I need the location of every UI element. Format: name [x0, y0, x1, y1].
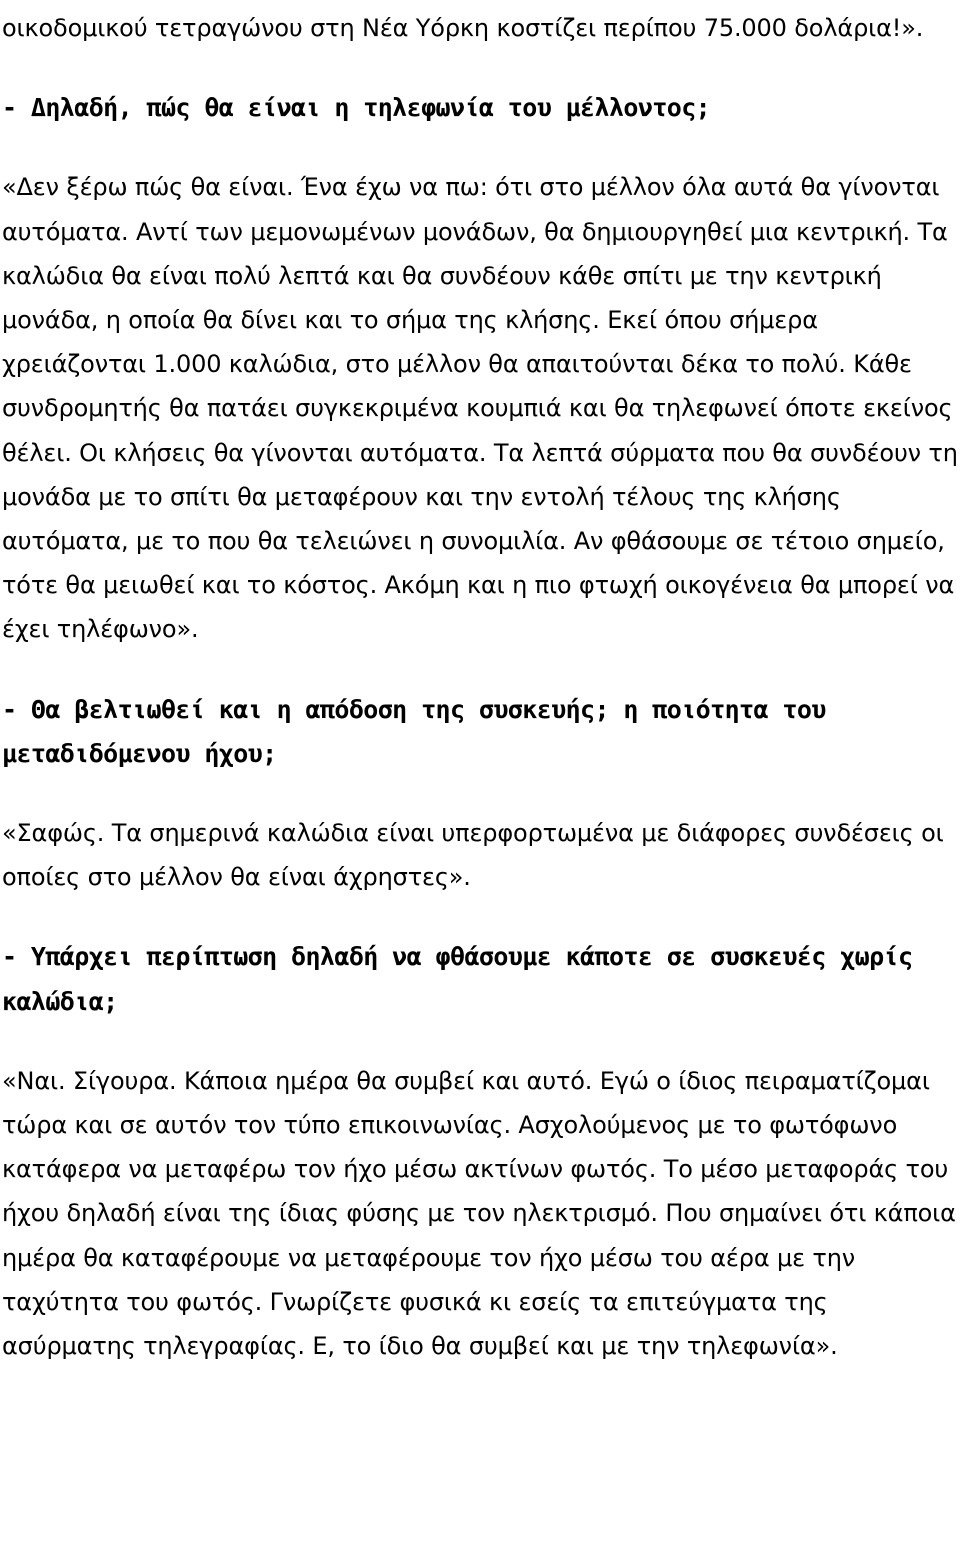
paragraph-answer-3: «Σαφώς. Τα σημερινά καλώδια είναι υπερφορτωμένα με διάφορες συνδέσεις οι οποίες στο μέλλον θα είναι άχρηστες». [2, 819, 944, 892]
paragraph-question-2: - Θα βελτιωθεί και η απόδοση της συσκευής; η ποιότητα του μεταδιδόμενου ήχου; [2, 694, 826, 768]
paragraph-answer-2: «Δεν ξέρω πώς θα είναι. Ένα έχω να πω: ότι στο μέλλον όλα αυτά θα γίνονται αυτόματα. Αντί των μεμονωμένων μονάδων, θα δημιουργηθεί μια κεντρική. Τα καλώδια θα είναι πολύ λεπτά και θα συνδέουν κάθε σπίτι με την κεντρική μονάδα, η οποία θα δίνει και το σήμα της κλήσης. Εκεί όπου σήμερα χρειάζονται 1.000 καλώδια, στο μέλλον θα απαιτούνται δέκα το πολύ. Κάθε συνδρομητής θα πατάει συγκεκριμένα κουμπιά και θα τηλεφωνεί όποτε εκείνος θέλει. Οι κλήσεις θα γίνονται αυτόματα. Τα λεπτά σύρματα που θα συνδέουν τη μονάδα με το σπίτι θα μεταφέρουν και την εντολή τέλους της κλήσης αυτόματα, με το που θα τελειώνει η συνομιλία. Αν φθάσουμε σε τέτοιο σημείο, τότε θα μειωθεί και το κόστος. Ακόμη και η πιο φτωχή οικογένεια θα μπορεί να έχει τηλέφωνο». [2, 173, 958, 644]
paragraph-question-3: - Υπάρχει περίπτωση δηλαδή να φθάσουμε κάποτε σε συσκευές χωρίς καλώδια; [2, 942, 913, 1016]
paragraph-answer-4: «Ναι. Σίγουρα. Κάποια ημέρα θα συμβεί και αυτό. Εγώ ο ίδιος πειραματίζομαι τώρα και σε αυτόν τον τύπο επικοινωνίας. Ασχολούμενος με το φωτόφωνο κατάφερα να μεταφέρω τον ήχο μέσω ακτίνων φωτός. Το μέσο μεταφοράς του ήχου δηλαδή είναι της ίδιας φύσης με τον ηλεκτρισμό. Που σημαίνει ότι κάποια ημέρα θα καταφέρουμε να μεταφέρουμε τον ήχο μέσω του αέρα με την ταχύτητα του φωτός. Γνωρίζετε φυσικά κι εσείς τα επιτεύγματα της ασύρματης τηλεγραφίας. Ε, το ίδιο θα συμβεί και με την τηλεφωνία». [2, 1066, 956, 1361]
paragraph-answer-1: οικοδομικού τετραγώνου στη Νέα Υόρκη κοστίζει περίπου 75.000 δολάρια!». [2, 14, 924, 42]
paragraph-question-1: - Δηλαδή, πώς θα είναι η τηλεφωνία του μέλλοντος; [2, 93, 711, 123]
